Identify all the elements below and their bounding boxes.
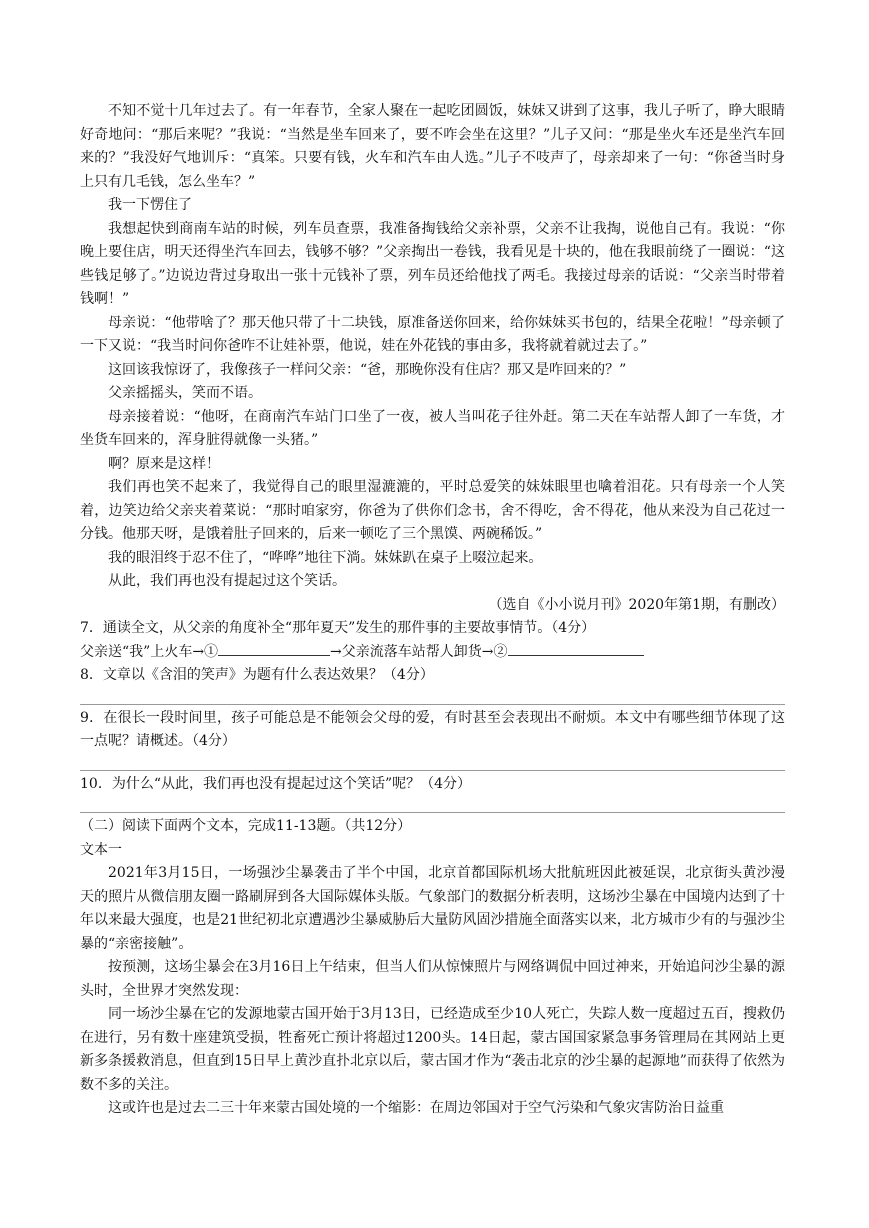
story-paragraph-9: 我们再也笑不起来了，我觉得自己的眼里湿漉漉的，平时总爱笑的妹妹眼里也噙着泪花。只有母亲一个人笑着，边笑边给父亲夹着菜说：“那时咱家穷，你爸为了供你们念书，舍不得吃，舍不得花，他从来没为自己花过一分钱。他那天呀，是饿着肚子回来的，后来一顿吃了三个黑馍、两碗稀饭。” xyxy=(80,479,785,542)
exam-page xyxy=(80,100,785,1121)
story-paragraph-2: 我一下愣住了 xyxy=(108,197,192,213)
text1-paragraph-3: 同一场沙尘暴在它的发源地蒙古国开始于3月13日，已经造成至少10人死亡，失踪人数一度超过五百，搜救仍在进行，另有数十座建筑受损，牲畜死亡预计将超过1200头。14日起，蒙古国国家紧急事务管理局在其网站上更新多条援救消息，但直到15日早上黄沙直扑北京以后，蒙古国才作为“袭击北京的沙尘暴的起源地”而获得了依然为数不多的关注。 xyxy=(80,1006,785,1093)
story-paragraph-7: 母亲接着说：“他呀，在商南汽车站门口坐了一夜，被人当叫花子往外赶。第二天在车站帮人卸了一车货，才坐货车回来的，浑身脏得就像一头猪。” xyxy=(80,408,785,448)
question-9: 9．在很长一段时间里，孩子可能总是不能领会父母的爱，有时甚至会表现出不耐烦。本文中有哪些细节体现了这一点呢？请概述。（4分） xyxy=(80,709,785,749)
q9-answer-line[interactable] xyxy=(80,754,785,771)
story-paragraph-5: 这回该我惊讶了，我像孩子一样问父亲：“爸，那晚你没有住店？那又是咋回来的？” xyxy=(108,361,627,378)
story-paragraph-8: 啊？原来是这样！ xyxy=(108,455,220,472)
question-7: 7．通读全文，从父亲的角度补全“那年夏天”发生的那件事的主要故事情节。（4分） xyxy=(80,620,596,636)
q8-answer-line[interactable] xyxy=(80,688,785,705)
text1-paragraph-4: 这或许也是过去二三十年来蒙古国处境的一个缩影：在周边邻国对于空气污染和气象灾害防治日益重 xyxy=(108,1100,724,1116)
q7-fill-part1: 父亲送“我”上火车→① xyxy=(80,643,219,660)
q10-answer-line[interactable] xyxy=(80,796,785,813)
q7-fill-part2: →父亲流落车站帮人卸货→② xyxy=(330,643,508,660)
section-2-heading: （二）阅读下面两个文本，完成11-13题。（共12分） xyxy=(80,818,412,834)
story-paragraph-1: 不知不觉十几年过去了。有一年春节，全家人聚在一起吃团圆饭，妹妹又讲到了这事，我儿子听了，睁大眼睛好奇地问：“那后来呢？”我说：“当然是坐车回来了，要不咋会坐在这里？”儿子又问：“那是坐火车还是坐汽车回来的？”我没好气地训斥：“真笨。只要有钱，火车和汽车由人选。”儿子不吱声了，母亲却来了一句：“你爸当时身上只有几毛钱，怎么坐车？” xyxy=(80,103,785,190)
story-paragraph-11: 从此，我们再也没有提起过这个笑话。 xyxy=(108,573,346,589)
text1-paragraph-1: 2021年3月15日，一场强沙尘暴袭击了半个中国，北京首都国际机场大批航班因此被延误，北京街头黄沙漫天的照片从微信朋友圈一路刷屏到各大国际媒体头版。气象部门的数据分析表明，这场沙尘暴在中国境内达到了十年以来最大强度，也是21世纪初北京遭遇沙尘暴威胁后大量防风固沙措施全面落实以来，北方城市少有的与强沙尘暴的“亲密接触”。 xyxy=(80,865,785,952)
q7-answer-blank-2[interactable] xyxy=(508,641,644,656)
text-1-label: 文本一 xyxy=(80,841,122,858)
source-note: （选自《小小说月刊》2020年第1期，有删改） xyxy=(488,596,785,613)
question-8: 8．文章以《含泪的笑声》为题有什么表达效果？（4分） xyxy=(80,667,434,683)
q7-answer-blank-1[interactable] xyxy=(218,641,330,656)
story-paragraph-3: 我想起快到商南车站的时候，列车员查票，我准备掏钱给父亲补票，父亲不让我掏，说他自己有。我说：“你晚上要住店，明天还得坐汽车回去，钱够不够？”父亲掏出一卷钱，我看见是十块的，他在我眼前绕了一圈说：“这些钱足够了。”边说边背过身取出一张十元钱补了票，列车员还给他找了两毛。我接过母亲的话说：“父亲当时带着钱啊！” xyxy=(80,220,785,307)
question-10: 10．为什么“从此，我们再也没有提起过这个笑话”呢？（4分） xyxy=(80,775,472,792)
story-paragraph-10: 我的眼泪终于忍不住了，“哗哗”地往下淌。妹妹趴在桌子上啜泣起来。 xyxy=(108,549,543,566)
question-7-fill-row xyxy=(80,641,785,665)
text1-paragraph-2: 按预测，这场尘暴会在3月16日上午结束，但当人们从惊悚照片与网络调侃中回过神来，开始追问沙尘暴的源头时，全世界才突然发现： xyxy=(80,959,785,999)
story-paragraph-6: 父亲摇摇头，笑而不语。 xyxy=(108,385,262,401)
story-paragraph-4: 母亲说：“他带啥了？那天他只带了十二块钱，原准备送你回来，给你妹妹买书包的，结果全花啦！”母亲顿了一下又说：“我当时问你爸咋不让娃补票，他说，娃在外花钱的事由多，我将就着就过去了。” xyxy=(80,314,785,354)
